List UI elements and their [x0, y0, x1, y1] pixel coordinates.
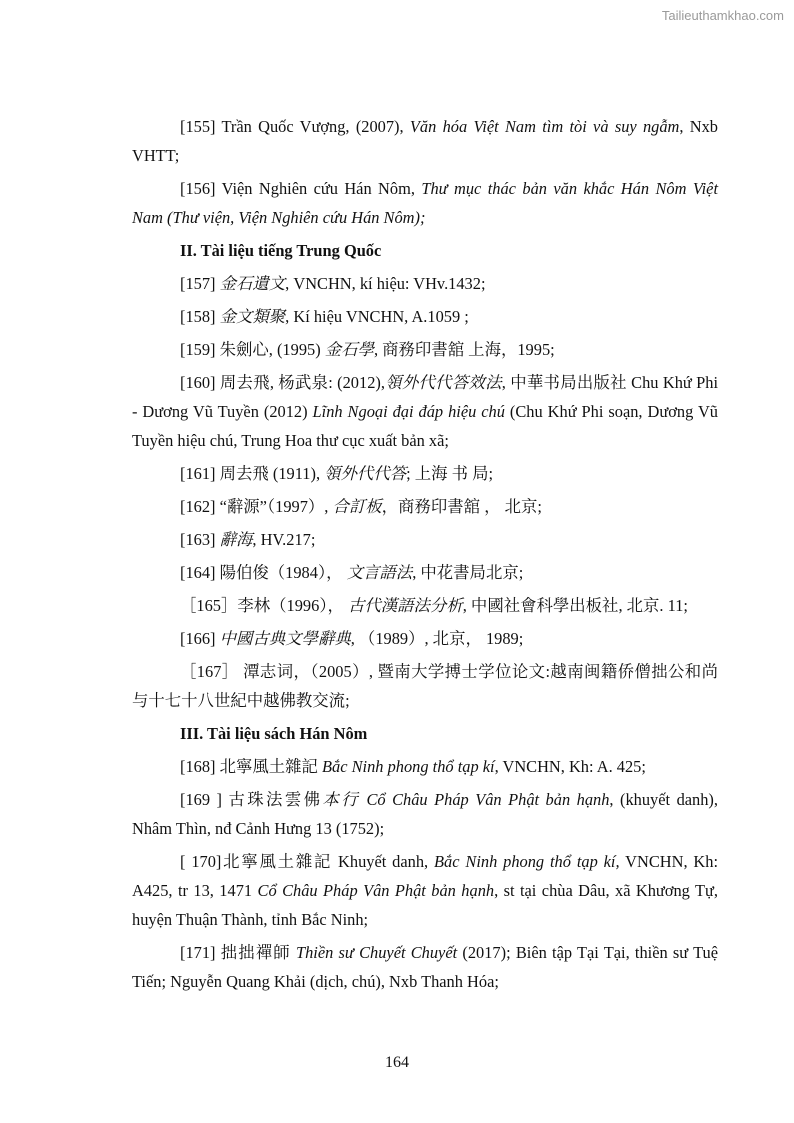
reference-entry: [161] 周去飛 (1911), 領外代代答; 上海 书 局; — [180, 464, 494, 483]
reference-entry: [166] 中國古典文學辭典, （1989）, 北京， 1989; — [180, 629, 524, 648]
reference-entry: [156] Viện Nghiên cứu Hán Nôm, Thư mục thác bản văn khắc Hán Nôm Việt Nam (Thư viện, Viện Nghiên cứu Hán Nôm); — [132, 179, 718, 227]
reference-list — [132, 112, 718, 1000]
reference-entry: [162] “辭源”（1997）, 合訂板，商務印書舘 ， 北京; — [180, 497, 542, 516]
reference-entry: [160] 周去飛, 杨武泉: (2012),領外代代答效法, 中華书局出版社 Chu Khứ Phi - Dương Vũ Tuyền (2012) Lĩnh Ngoại đại đáp hiệu chú (Chu Khứ Phi soạn, Dương Vũ Tuyền hiệu chú, Trung Hoa thư cục xuất bản xã; — [132, 373, 719, 450]
page-number: 164 — [385, 1054, 409, 1071]
reference-entry: ［165］李林（1996）， 古代漢語法分析, 中國社會科學出板社, 北京. 11; — [180, 596, 688, 615]
reference-entry: [163] 辭海, HV.217; — [180, 530, 316, 549]
reference-entry: [168] 北寧風土雜記 Bắc Ninh phong thổ tạp kí, VNCHN, Kh: A. 425; — [180, 757, 646, 776]
reference-entry: [155] Trần Quốc Vượng, (2007), Văn hóa Việt Nam tìm tòi và suy ngẫm, Nxb VHTT; — [132, 117, 719, 165]
reference-entry: [171] 拙拙禪師 Thiền sư Chuyết Chuyết (2017); Biên tập Tại Tại, thiền sư Tuệ Tiến; Nguyễn Quang Khải (dịch, chú), Nxb Thanh Hóa; — [132, 943, 718, 991]
section-heading: II. Tài liệu tiếng Trung Quốc — [180, 241, 382, 260]
reference-entry: [159] 朱劍心, (1995) 金石學, 商務印書舘 上海，1995; — [180, 340, 555, 359]
reference-entry: ［167］ 潭志词，（2005）, 暨南大学搏士学位论文:越南闽籍侨僧拙公和尚与十七十八世紀中越佛教交流; — [132, 662, 718, 710]
reference-entry: [158] 金文類聚, Kí hiệu VNCHN, A.1059 ; — [180, 307, 469, 326]
section-heading: III. Tài liệu sách Hán Nôm — [180, 724, 368, 743]
watermark-text: Tailieuthamkhao.com — [661, 8, 784, 23]
reference-entry: [164] 陽伯俊（1984）， 文言語法, 中花書局北京; — [180, 563, 524, 582]
reference-entry: [157] 金石遺文, VNCHN, kí hiệu: VHv.1432; — [180, 274, 486, 293]
reference-entry: [169 ] 古珠法雲佛本行 Cổ Châu Pháp Vân Phật bản hạnh, (khuyết danh), Nhâm Thìn, nđ Cảnh Hưng 13 (1752); — [132, 790, 718, 838]
reference-entry: [ 170]北寧風土雜記 Khuyết danh, Bắc Ninh phong thổ tạp kí, VNCHN, Kh: A425, tr 13, 1471 Cổ Châu Pháp Vân Phật bản hạnh, st tại chùa Dâu, xã Khương Tự, huyện Thuận Thành, tỉnh Bắc Ninh; — [132, 852, 718, 929]
